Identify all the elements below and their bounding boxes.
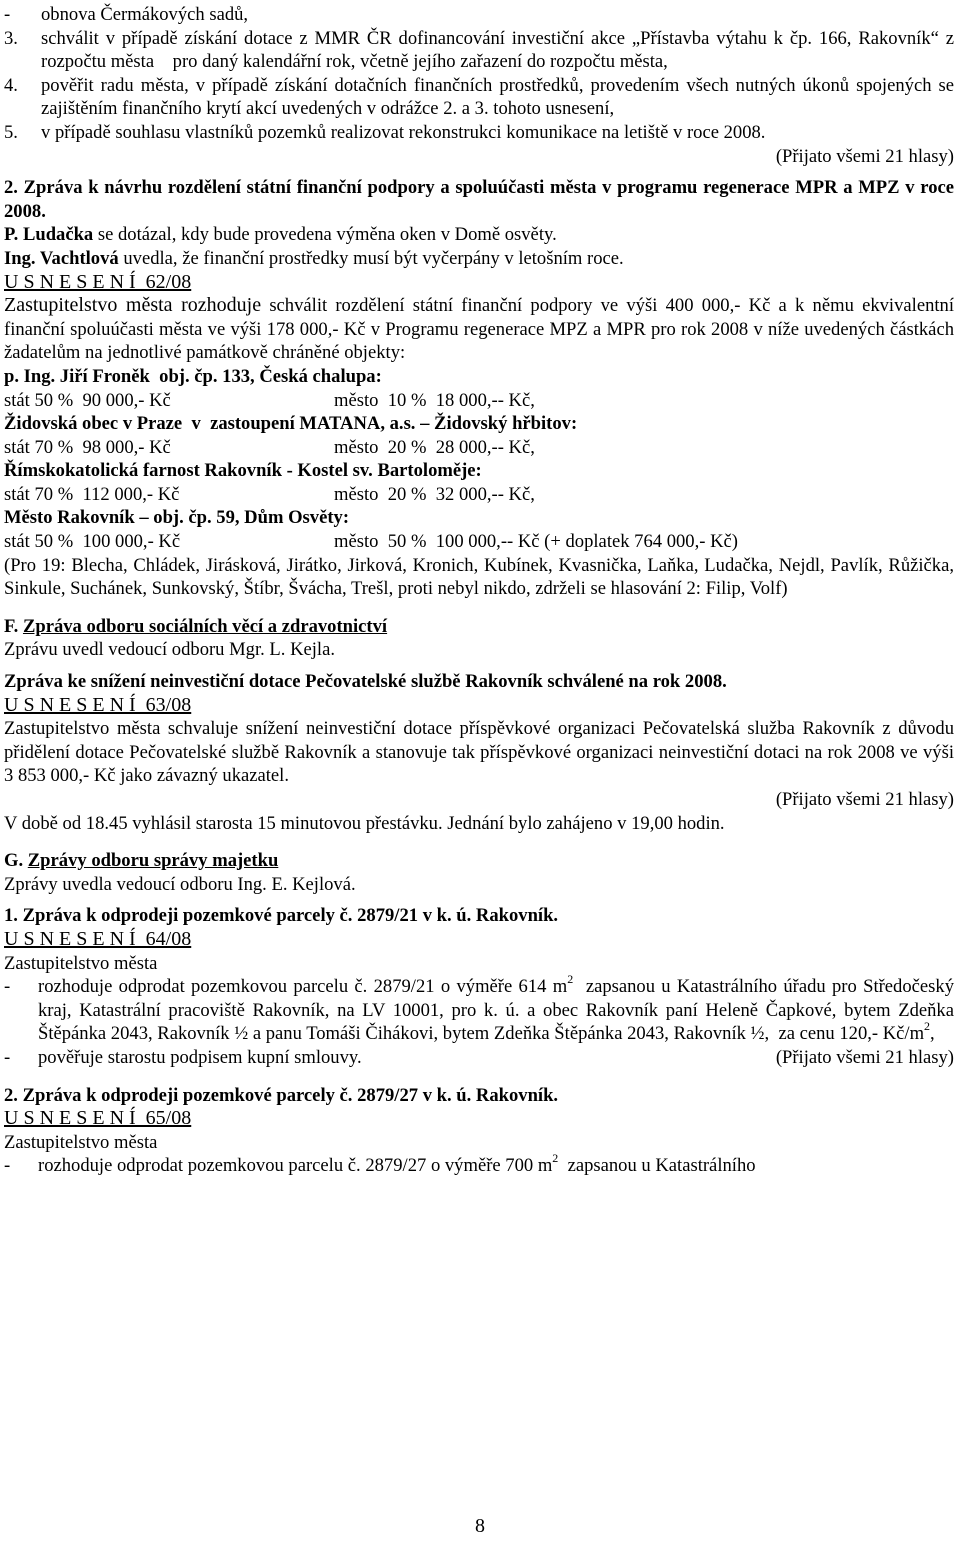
grant-list: [4, 365, 954, 554]
list-text: schválit v případě získání dotace z MMR ČR dofinancování investiční akce „Přístavba výtahu k čp. 166, Rakovník“ z rozpočtu města pro daný kalendářní rok, včetně jejího zařazení do rozpočtu města,: [41, 27, 959, 73]
resolution-label: U S N E S E N Í 65/08: [4, 1107, 192, 1130]
list-item-4: [4, 74, 954, 121]
resolution-body: schválit rozdělení státní finanční podpory ve výši 400 000,- Kč a k němu ekvivalentní finanční spoluúčasti města ve výši 178 000,- Kč v Programu regenerace MPZ a MPR pro rok 2008 v níže uvedených částkách žadatelům na jednotlivé památkově chráněné objekty:: [4, 295, 954, 364]
dash-marker: -: [4, 976, 11, 998]
speaker-text: uvedla, že finanční prostředky musí být vyčerpány v letošním roce.: [118, 247, 624, 269]
section-letter: F.: [4, 615, 19, 637]
vote-result: (Přijato všemi 21 hlasy): [775, 789, 954, 810]
point-text: [38, 971, 959, 1046]
section-title: Zprávy odboru správy majetku: [27, 850, 279, 872]
list-marker: -: [4, 4, 11, 25]
point-text: [38, 1046, 954, 1070]
document-page: [4, 3, 959, 1178]
section-f-heading: [4, 615, 954, 639]
dash-marker: -: [4, 1046, 11, 1068]
point-text: [38, 1151, 954, 1178]
grant-amounts: [4, 530, 954, 554]
grant-title: Římskokatolická farnost Rakovník - Kostel sv. Bartoloměje:: [4, 460, 482, 482]
resolution-label: U S N E S E N Í 63/08: [4, 693, 192, 716]
vote-result: (Přijato všemi 21 hlasy): [775, 1046, 954, 1068]
resolution-point: [4, 1151, 954, 1178]
point-text-part: rozhoduje odprodat pozemkovou parcelu č. 2879/21 o výměře 614 m: [38, 976, 568, 998]
grant-title: p. Ing. Jiří Froněk obj. čp. 133, Česká chalupa:: [4, 365, 382, 387]
grant-title: Město Rakovník – obj. čp. 59, Dům Osvěty:: [4, 507, 350, 529]
point-text-part: rozhoduje odprodat pozemkovou parcelu č. 2879/27 o výměře 700 m: [38, 1155, 553, 1177]
list-marker: 5.: [4, 121, 18, 143]
discussion-line: [4, 247, 954, 271]
council-line: Zastupitelstvo města: [4, 952, 158, 974]
speaker-text: se dotázal, kdy bude provedena výměna oken v Domě osvěty.: [93, 224, 557, 246]
speaker-name: P. Ludačka: [4, 224, 94, 246]
report-heading: Zpráva ke snížení neinvestiční dotace Pečovatelské službě Rakovník schválené na rok 2008.: [4, 671, 727, 693]
page-number: 8: [475, 1515, 485, 1537]
resolution-label: U S N E S E N Í 64/08: [4, 927, 192, 950]
grant-town: město 10 % 18 000,-- Kč,: [334, 389, 535, 411]
grant-state: stát 50 % 90 000,- Kč: [4, 389, 171, 411]
dash-marker: -: [4, 1155, 11, 1177]
point-text-part: pověřuje starostu podpisem kupní smlouvy.: [38, 1046, 362, 1068]
list-marker: 4.: [4, 74, 18, 96]
grant-amounts: [4, 436, 954, 460]
vote-detail: (Pro 19: Blecha, Chládek, Jirásková, Jirátko, Jirková, Kronich, Kubínek, Kvasnička, Laňka, Ludačka, Nejdl, Pavlík, Růžička, Sinkule, Suchánek, Sunkovský, Štíbr, Švácha, Trešl, proti nebyl nikdo, zdrželi se hlasování 2: Filip, Volf): [4, 554, 954, 600]
point-text-part: zapsanou u Katastrálního: [558, 1155, 756, 1177]
grant-amounts: [4, 389, 954, 413]
grant-amounts: [4, 483, 954, 507]
resolution-intro: Zastupitelstvo města rozhoduje: [4, 294, 262, 317]
resolution-text: Zastupitelstvo města schvaluje snížení neinvestiční dotace příspěvkové organizaci Pečovatelská služba Rakovník z důvodu přidělení dotace Pečovatelské službě Rakovník a stanovuje tak příspěvkové organizaci neinvestiční dotaci na rok 2008 ve výši 3 853 000,- Kč jako závazný ukazatel.: [4, 718, 954, 787]
list-text: v případě souhlasu vlastníků pozemků realizovat rekonstrukci komunikace na letiště v roce 2008.: [41, 121, 766, 143]
grant-state: stát 70 % 112 000,- Kč: [4, 483, 180, 505]
grant-state: stát 70 % 98 000,- Kč: [4, 436, 171, 458]
section-heading: 2. Zpráva k návrhu rozdělení státní finanční podpory a spoluúčasti města v programu regenerace MPR a MPZ v roce 2008.: [4, 177, 954, 222]
grant-town: město 50 % 100 000,-- Kč (+ doplatek 764 000,- Kč): [334, 531, 738, 553]
list-item-3: [4, 27, 959, 74]
list-marker: 3.: [4, 27, 18, 49]
list-item-5: [4, 121, 954, 145]
point-text-part: ,: [930, 1023, 935, 1045]
resolution-point: [4, 971, 959, 1046]
vote-result: (Přijato všemi 21 hlasy): [775, 145, 954, 167]
presenter-line: Zprávy uvedla vedoucí odboru Ing. E. Kejlová.: [4, 873, 356, 895]
superscript: 2: [924, 1019, 931, 1034]
grant-state: stát 50 % 100 000,- Kč: [4, 531, 181, 553]
speaker-name: Ing. Vachtlová: [4, 247, 119, 269]
presenter-line: Zprávu uvedl vedoucí odboru Mgr. L. Kejla.: [4, 639, 335, 661]
item-heading: 2. Zpráva k odprodeji pozemkové parcely č. 2879/27 v k. ú. Rakovník.: [4, 1084, 559, 1106]
grant-town: město 20 % 28 000,-- Kč,: [334, 436, 535, 458]
superscript: 2: [567, 971, 574, 986]
resolution-point: [4, 1046, 954, 1070]
list-text: pověřit radu města, v případě získání dotačních finančních prostředků, provedením všech nutných úkonů spojených se zajištěním finančního krytí akcí uvedených v odrážce 2. a 3. tohoto usnesení,: [41, 74, 954, 120]
section-title: Zpráva odboru sociálních věcí a zdravotnictví: [22, 615, 388, 637]
break-note: V době od 18.45 vyhlásil starosta 15 minutovou přestávku. Jednání bylo zahájeno v 19,00 hodin.: [4, 812, 725, 834]
grant-town: město 20 % 32 000,-- Kč,: [334, 483, 535, 505]
resolution-label: U S N E S E N Í 62/08: [4, 270, 192, 293]
point-text-part: zapsanou u Katastrálního úřadu pro Středočeský kraj, Katastrální pracoviště Rakovník, na LV 10001, pro k. ú. a obec Rakovník paní Heleně Čapkové, bytem Zdeňka Štěpánka 2043, Rakovník ½ a panu Tomáši Čihákovi, bytem Zdeňka Štěpánka 2043, Rakovník ½, za cenu 120,- Kč/m: [38, 976, 959, 1045]
superscript: 2: [552, 1151, 559, 1166]
item-heading: 1. Zpráva k odprodeji pozemkové parcely č. 2879/21 v k. ú. Rakovník.: [4, 905, 559, 927]
grant-title: Židovská obec v Praze v zastoupení MATANA, a.s. – Židovský hřbitov:: [4, 413, 578, 435]
discussion-line: [4, 223, 954, 247]
list-item-obnova: [4, 3, 954, 27]
list-text: obnova Čermákových sadů,: [41, 4, 249, 25]
resolution-text: [4, 294, 954, 365]
section-letter: G.: [4, 850, 24, 872]
section-g-heading: [4, 849, 954, 873]
council-line: Zastupitelstvo města: [4, 1131, 158, 1153]
